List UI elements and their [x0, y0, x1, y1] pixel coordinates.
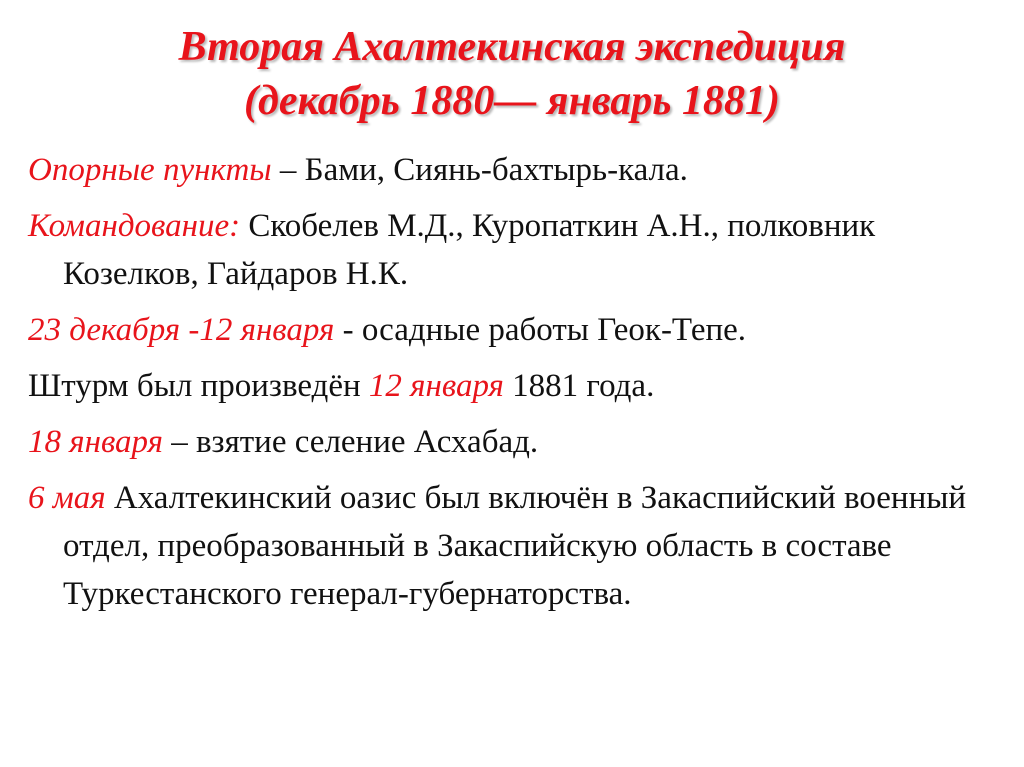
paragraph-strongholds [28, 146, 1018, 194]
title-line-1: Вторая Ахалтекинская экспедиция [178, 24, 846, 70]
highlight-text: 18 января [28, 424, 163, 460]
paragraph-askhabad [28, 418, 1018, 466]
body-text: Ахалтекинский оазис был включён в Закаспийский военный отдел, преобразованный в Закаспийскую область в составе Туркестанского генерал-губернаторства. [63, 480, 967, 612]
title-line-2: (декабрь 1880— январь 1881) [244, 78, 780, 124]
paragraph-oasis [28, 474, 1018, 618]
body-text: – взятие селение Асхабад. [162, 424, 539, 460]
body-text: – Бами, Сиянь-бахтырь-кала. [271, 152, 688, 188]
body-text: Скобелев М.Д., Куропаткин А.Н., полковник Козелков, Гайдаров Н.К. [63, 208, 876, 292]
body-text: 1881 года. [503, 368, 655, 404]
highlight-text: 12 января [368, 368, 504, 404]
highlight-text: Опорные пункты [28, 152, 272, 188]
slide-body [28, 146, 1018, 626]
body-text: - осадные работы Геок-Тепе. [334, 312, 747, 348]
highlight-text: 6 мая [28, 480, 106, 516]
paragraph-siege [28, 306, 1018, 354]
slide-title [0, 20, 1024, 128]
paragraph-command [28, 202, 1018, 298]
highlight-text: 23 декабря -12 января [28, 312, 335, 348]
highlight-text: Командование: [28, 208, 241, 244]
body-text: Штурм был произведён [28, 368, 369, 404]
paragraph-assault [28, 362, 1018, 410]
